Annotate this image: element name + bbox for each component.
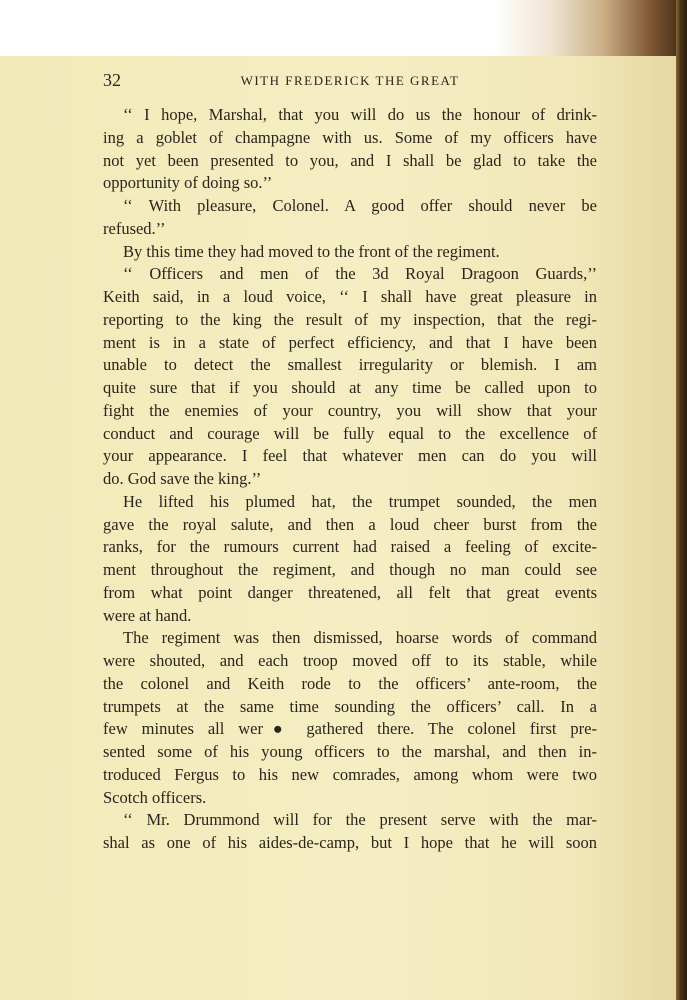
text-line: gave the royal salute, and then a loud cheer burst from the — [103, 514, 597, 534]
page-header — [103, 70, 597, 92]
scan-background — [0, 0, 687, 62]
text-line: The regiment was then dismissed, hoarse words of command — [123, 628, 597, 648]
text-line: Keith said, in a loud voice, ‘‘ I shall have great pleasure in — [103, 287, 597, 306]
text-line: reporting to the king the result of my inspection, that the regi- — [103, 309, 597, 329]
text-line: were shouted, and each troop moved off to its stable, while — [103, 651, 597, 670]
text-line: ment is in a state of perfect efficiency, and that I have been — [103, 332, 597, 352]
text-line: By this time they had moved to the front of the regiment. — [123, 241, 500, 261]
text-line: from what point danger threatened, all felt that great events — [103, 582, 597, 602]
text-line: the colonel and Keith rode to the officers’ ante-room, the — [103, 673, 597, 693]
text-line: unable to detect the smallest irregularity or blemish. I am — [103, 355, 597, 375]
text-line: few minutes all wer● gathered there. The colonel first pre- — [103, 719, 597, 739]
text-line: do. God save the king.’’ — [103, 469, 262, 488]
text-line: ment throughout the regiment, and though no man could see — [103, 560, 597, 579]
text-line: Scotch officers. — [103, 787, 207, 807]
text-line: ing a goblet of champagne with us. Some of my officers have — [103, 127, 597, 147]
text-line: ‘‘ Mr. Drummond will for the present serve with the mar- — [123, 810, 597, 830]
text-line: fight the enemies of your country, you will show that your — [103, 400, 597, 420]
text-line: ‘‘ With pleasure, Colonel. A good offer should never be — [123, 196, 597, 215]
running-head: WITH FREDERICK THE GREAT — [240, 73, 460, 88]
text-line: not yet been presented to you, and I shall be glad to take the — [103, 150, 597, 170]
body-text — [103, 104, 597, 855]
text-line: ‘‘ I hope, Marshal, that you will do us the honour of drink- — [123, 105, 597, 124]
text-line: conduct and courage will be fully equal to the excellence of — [103, 423, 597, 443]
text-line: refused.’’ — [103, 218, 166, 238]
text-line: shal as one of his aides-de-camp, but I hope that he will soon — [103, 833, 597, 852]
text-line: ‘‘ Officers and men of the 3d Royal Dragoon Guards,’’ — [123, 264, 597, 284]
text-line: trumpets at the same time sounding the officers’ call. In a — [103, 696, 597, 716]
text-line: quite sure that if you should at any time be called upon to — [103, 378, 597, 397]
text-line: ranks, for the rumours current had raised a feeling of excite- — [103, 537, 597, 557]
page-number: 32 — [103, 70, 121, 90]
text-line: He lifted his plumed hat, the trumpet sounded, the men — [123, 491, 597, 511]
text-line: were at hand. — [103, 605, 192, 625]
book-edge — [676, 0, 687, 1000]
text-line: opportunity of doing so.’’ — [103, 173, 273, 193]
text-line: sented some of his young officers to the marshal, and then in- — [103, 742, 597, 761]
text-line: your appearance. I feel that whatever men can do you will — [103, 446, 597, 466]
text-line: troduced Fergus to his new comrades, among whom were two — [103, 764, 597, 784]
